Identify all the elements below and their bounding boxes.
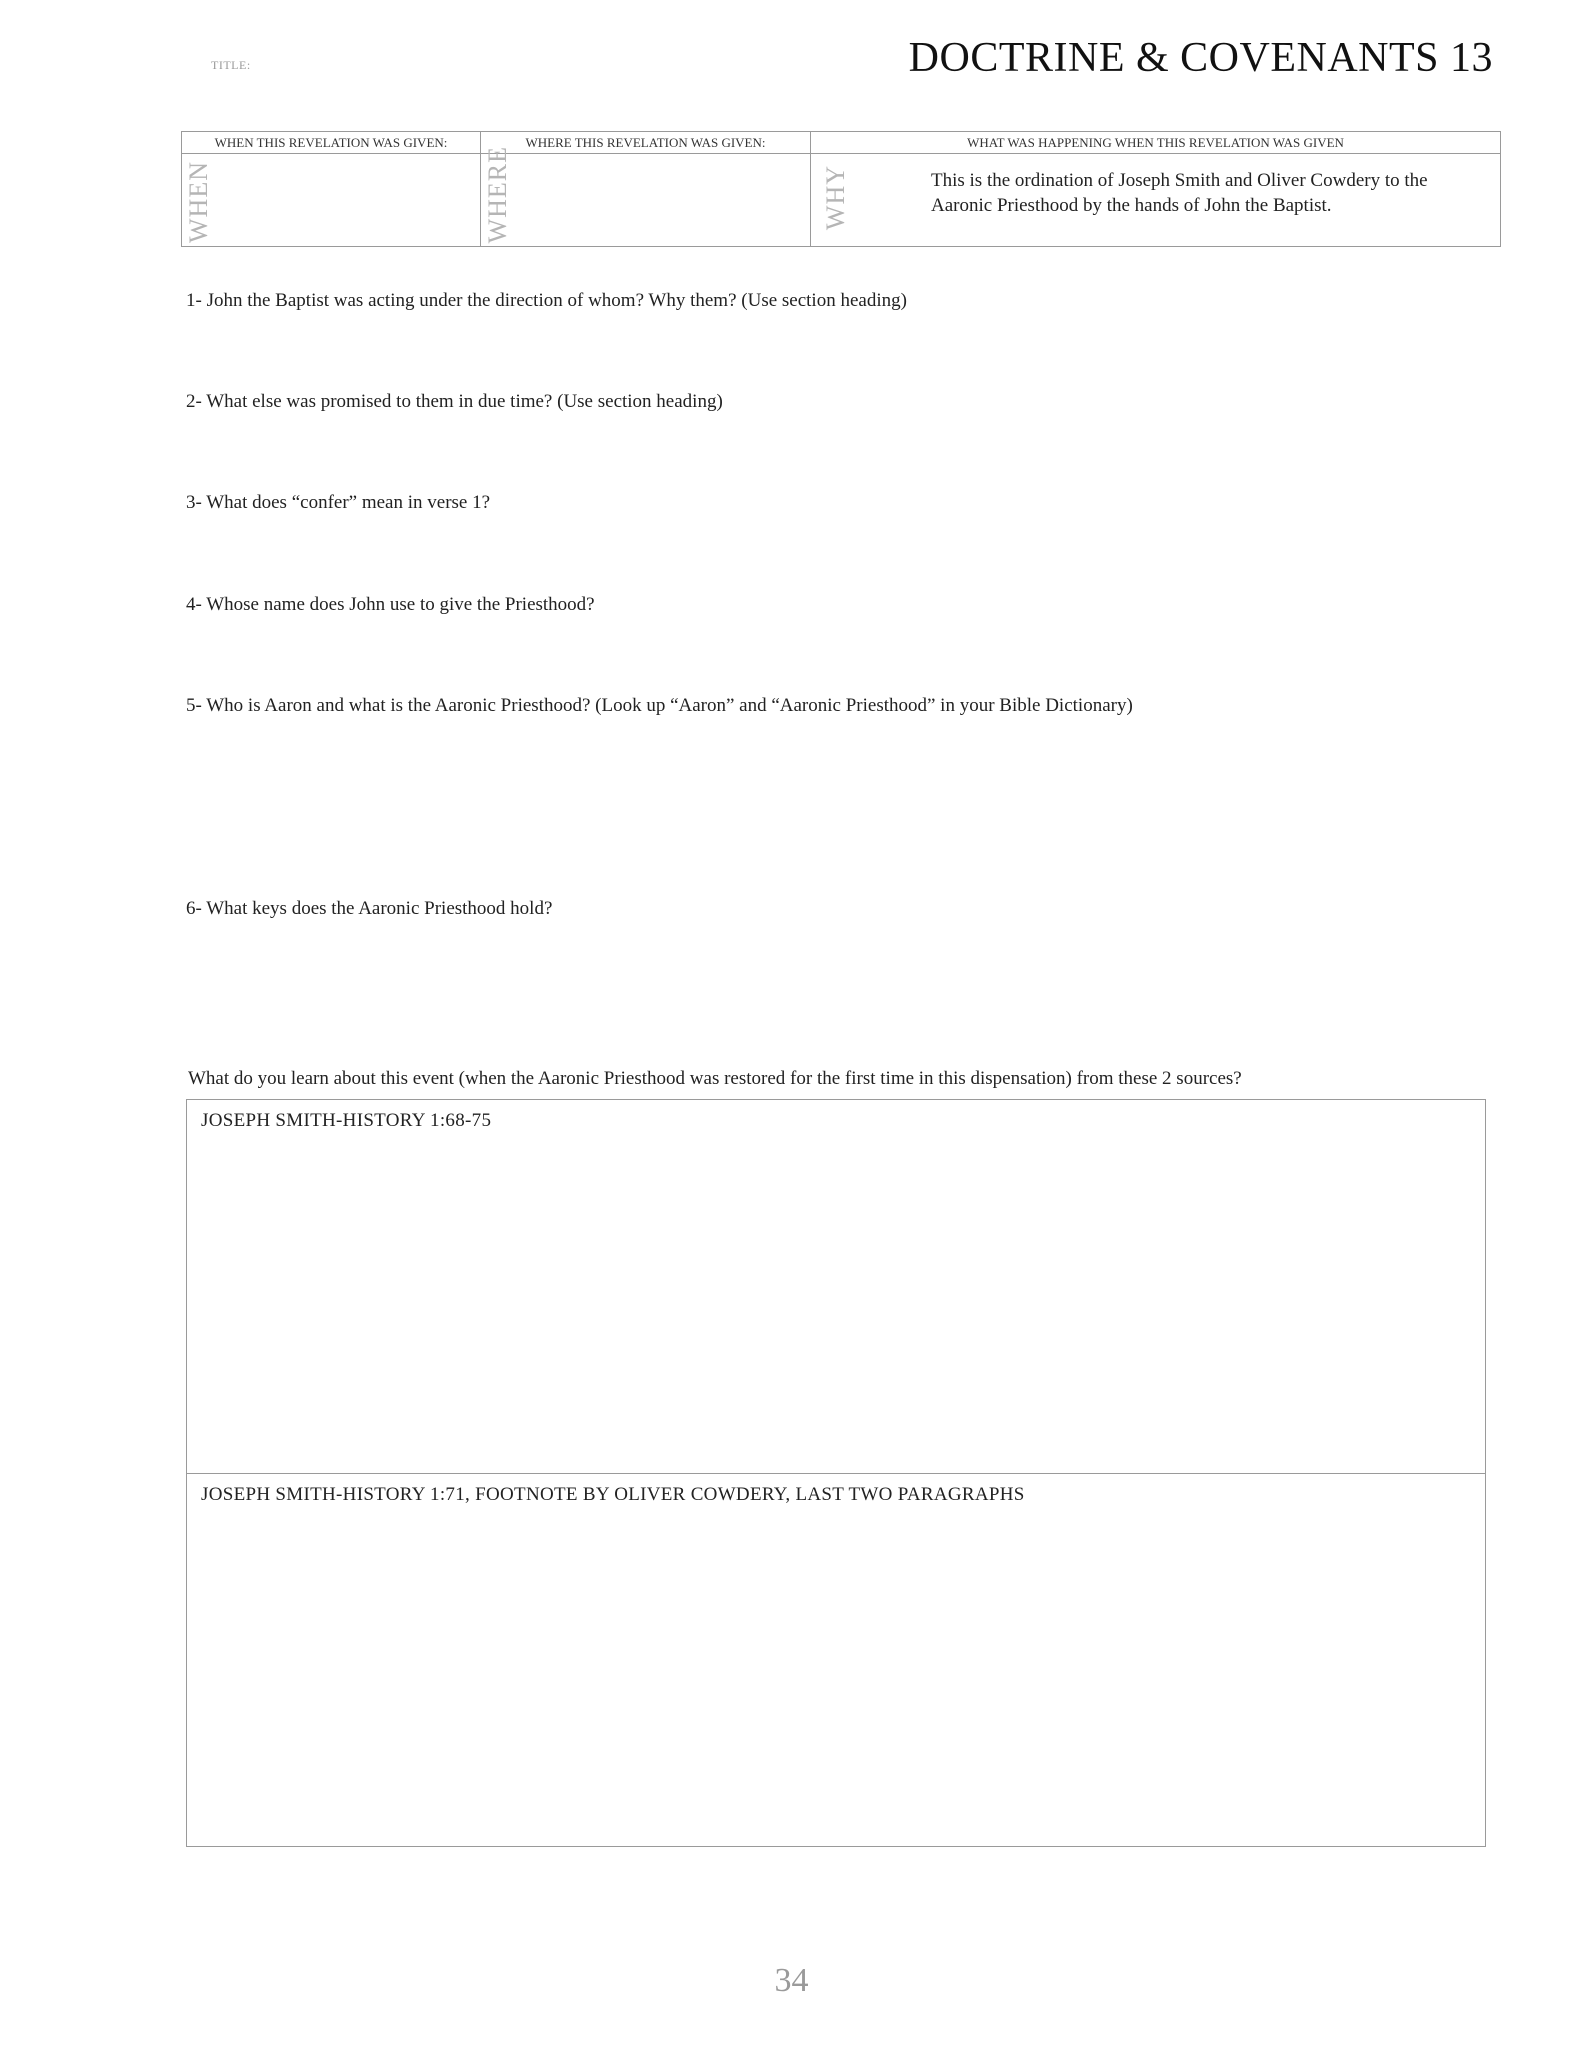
question-6: 6- What keys does the Aaronic Priesthood hold? (186, 898, 553, 919)
source-box-1-label: JOSEPH SMITH-HISTORY 1:68-75 (201, 1110, 492, 1131)
sources-intro: What do you learn about this event (when the Aaronic Priesthood was restored for the first time in this dispensation) from these 2 sources? (188, 1068, 1242, 1089)
source-box-jsh-71-footnote[interactable] (186, 1473, 1486, 1847)
revelation-info-table (181, 131, 1501, 247)
why-header: WHAT WAS HAPPENING WHEN THIS REVELATION WAS GIVEN (811, 132, 1500, 154)
why-cell[interactable] (811, 132, 1500, 246)
where-vertical-label: WHERE (483, 145, 512, 243)
page-number: 34 (774, 1962, 809, 1999)
question-5: 5- Who is Aaron and what is the Aaronic Priesthood? (Look up “Aaron” and “Aaronic Priesthood” in your Bible Dictionary) (186, 695, 1133, 716)
question-2: 2- What else was promised to them in due time? (Use section heading) (186, 391, 723, 412)
source-box-2-label: JOSEPH SMITH-HISTORY 1:71, FOOTNOTE BY OLIVER COWDERY, LAST TWO PARAGRAPHS (201, 1484, 1025, 1505)
page-title: DOCTRINE & COVENANTS 13 (908, 35, 1493, 81)
question-4: 4- Whose name does John use to give the Priesthood? (186, 594, 595, 615)
source-box-jsh-68-75[interactable] (186, 1099, 1486, 1474)
when-cell[interactable] (182, 132, 481, 246)
why-text: This is the ordination of Joseph Smith and Oliver Cowdery to the Aaronic Priesthood by the hands of John the Baptist. (931, 170, 1428, 216)
question-3: 3- What does “confer” mean in verse 1? (186, 492, 491, 513)
when-vertical-label: WHEN (184, 161, 213, 243)
title-label: TITLE: (211, 58, 251, 72)
where-header: WHERE THIS REVELATION WAS GIVEN: (481, 132, 810, 154)
where-cell[interactable] (481, 132, 811, 246)
why-vertical-label: WHY (821, 164, 850, 230)
question-1: 1- John the Baptist was acting under the direction of whom? Why them? (Use section heading) (186, 290, 907, 311)
when-header: WHEN THIS REVELATION WAS GIVEN: (182, 132, 480, 154)
